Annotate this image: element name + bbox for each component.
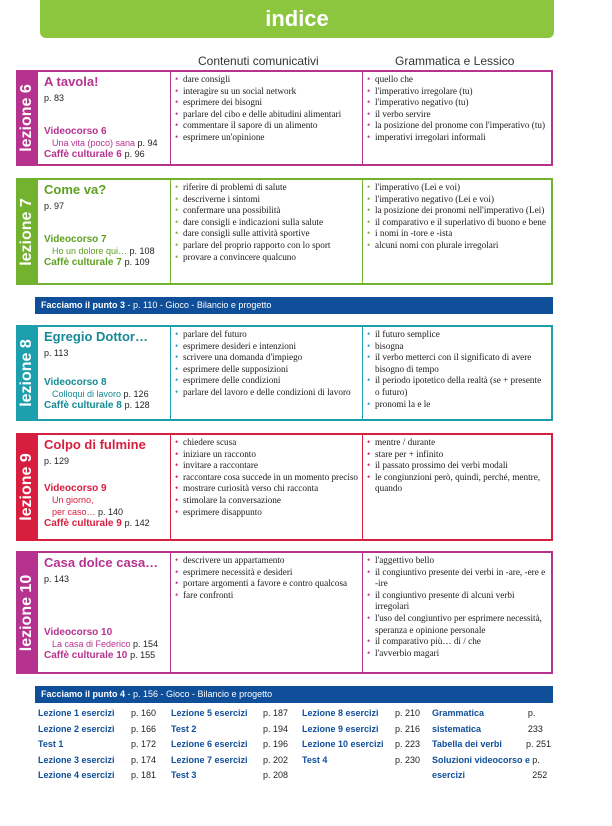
esercizi-entry[interactable] (38, 722, 156, 738)
list-item: • fare confronti (175, 590, 358, 602)
contenuti-list (170, 180, 362, 283)
videocorso-group (44, 627, 158, 661)
esercizi-entry[interactable] (171, 737, 288, 753)
lesson-title[interactable]: Casa dolce casa… (44, 555, 159, 570)
videocorso-label[interactable]: Videocorso 8 (44, 377, 107, 388)
list-item: • parlare del lavoro e delle condizioni di lavoro (175, 387, 358, 399)
videocorso-group (44, 483, 150, 529)
esercizi-entry[interactable] (171, 706, 288, 722)
list-item: • pronomi la e le (367, 399, 547, 411)
list-item: • parlare del cibo e delle abitudini alimentari (175, 109, 358, 121)
videocorso-label[interactable]: Videocorso 6 (44, 126, 107, 137)
list-item: • il comparativo più… di / che (367, 636, 547, 648)
list-item: • riferire di problemi di salute (175, 182, 358, 194)
facciamo-detail: - p. 156 - Gioco - Bilancio e progetto (125, 689, 273, 699)
videocorso-title[interactable] (44, 494, 150, 518)
list-item: • parlare del proprio rapporto con lo sport (175, 240, 358, 252)
esercizi-page: p. 252 (532, 754, 548, 780)
esercizi-name: Tabella dei verbi (432, 739, 502, 749)
caffe-culturale[interactable]: Caffè culturale 9 p. 142 (44, 518, 150, 529)
videocorso-title[interactable]: Colloqui di lavoro p. 126 (52, 389, 149, 399)
lesson-7-block (16, 178, 553, 285)
facciamo-il-punto-4[interactable] (35, 686, 553, 703)
esercizi-name: Lezione 1 esercizi (38, 708, 115, 718)
lesson-tab (16, 433, 38, 541)
lesson-9-block (16, 433, 553, 541)
lesson-title-column (44, 74, 170, 164)
esercizi-name: Lezione 10 esercizi (302, 739, 384, 749)
list-item: • i nomi in -tore e -ista (367, 228, 547, 240)
esercizi-name: Test 1 (38, 739, 64, 749)
esercizi-entry[interactable] (302, 722, 420, 738)
lesson-tab-label: lezione 7 (18, 197, 35, 266)
facciamo-label: Facciamo il punto 4 (41, 689, 126, 699)
lesson-tab (16, 70, 38, 166)
caffe-page: p. 142 (124, 518, 150, 528)
list-item: • imperativi irregolari informali (367, 132, 547, 144)
list-item: • chiedere scusa (175, 437, 358, 449)
facciamo-label: Facciamo il punto 3 (41, 300, 126, 310)
esercizi-name: Lezione 3 esercizi (38, 754, 115, 765)
esercizi-column-4 (432, 706, 551, 784)
list-item: • esprimere necessità e desideri (175, 567, 358, 579)
esercizi-page: p. 216 (394, 723, 420, 734)
list-item: • la posizione del pronome con l'imperativo (tu) (367, 120, 547, 132)
list-item: • iniziare un racconto (175, 449, 358, 461)
esercizi-page: p. 194 (262, 723, 288, 734)
list-item: • il verbo servire (367, 109, 547, 121)
videocorso-page: p. 94 (137, 138, 158, 148)
lesson-title-column (44, 329, 170, 419)
esercizi-entry[interactable] (171, 768, 288, 784)
list-item: • dare consigli e indicazioni sulla salute (175, 217, 358, 229)
contenuti-list (170, 435, 362, 539)
videocorso-title[interactable]: Ho un dolore qui… p. 108 (52, 246, 155, 256)
list-item: • alcuni nomi con plurale irregolari (367, 240, 547, 252)
esercizi-page: p. 174 (130, 754, 156, 765)
caffe-page: p. 96 (124, 149, 145, 159)
videocorso-label[interactable]: Videocorso 7 (44, 234, 107, 245)
esercizi-column-1 (38, 706, 156, 784)
videocorso-group (44, 234, 155, 268)
lesson-page: p. 113 (44, 348, 69, 358)
list-item: • esprimere disappunto (175, 507, 358, 519)
list-item: • il periodo ipotetico della realtà (se + presente o futuro) (367, 375, 547, 398)
esercizi-page: p. 172 (130, 739, 156, 749)
list-item: • descriverne i sintomi (175, 194, 358, 206)
list-item: • mentre / durante (367, 437, 547, 449)
list-item: • l'imperativo negativo (Lei e voi) (367, 194, 547, 206)
lesson-tab (16, 178, 38, 285)
caffe-page: p. 128 (124, 400, 150, 410)
esercizi-entry[interactable] (171, 753, 288, 769)
esercizi-page: p. 187 (262, 708, 288, 718)
esercizi-name: Lezione 2 esercizi (38, 723, 115, 734)
videocorso-label[interactable]: Videocorso 9 (44, 483, 107, 494)
videocorso-group (44, 377, 150, 411)
esercizi-name: Lezione 8 esercizi (302, 708, 379, 718)
contenuti-list (170, 553, 362, 672)
videocorso-title[interactable]: Una vita (poco) sana p. 94 (52, 138, 158, 148)
esercizi-name: Lezione 7 esercizi (171, 754, 248, 765)
list-item: • l'uso del congiuntivo per esprimere necessità, speranza e opinione personale (367, 613, 547, 636)
esercizi-column-3 (302, 706, 420, 768)
grammatica-list (362, 553, 551, 672)
list-item: • stare per + infinito (367, 449, 547, 461)
esercizi-entry[interactable] (432, 737, 551, 753)
esercizi-name: Lezione 6 esercizi (171, 739, 248, 749)
page-title: indice (40, 0, 554, 38)
lesson-page: p. 143 (44, 574, 70, 584)
column-header-grammatica: Grammatica e Lessico (395, 54, 515, 68)
list-item: • il futuro semplice (367, 329, 547, 341)
lesson-page: p. 97 (44, 201, 65, 211)
caffe-culturale[interactable]: Caffè culturale 8 p. 128 (44, 400, 150, 411)
esercizi-page: p. 233 (527, 708, 543, 734)
list-item: • dare consigli sulle attività sportive (175, 228, 358, 240)
caffe-culturale[interactable]: Caffè culturale 6 p. 96 (44, 149, 145, 160)
list-item: • quello che (367, 74, 547, 86)
list-item: • portare argomenti a favore e contro qualcosa (175, 578, 358, 590)
esercizi-name: Lezione 9 esercizi (302, 723, 379, 734)
lesson-6-block (16, 70, 553, 166)
grammatica-list (362, 327, 551, 419)
caffe-page: p. 109 (124, 257, 150, 267)
lesson-title[interactable]: A tavola! (44, 74, 99, 89)
list-item: • bisogna (367, 341, 547, 353)
esercizi-page: p. 166 (130, 723, 156, 734)
list-item: • commentare il sapore di un alimento (175, 120, 358, 132)
caffe-page: p. 155 (130, 650, 156, 660)
lesson-page: p. 83 (44, 93, 65, 103)
esercizi-page: p. 230 (394, 754, 420, 765)
list-item: • l'aggettivo bello (367, 555, 547, 567)
videocorso-page: p. 154 (133, 639, 159, 649)
list-item: • interagire su un social network (175, 86, 358, 98)
list-item: • il verbo metterci con il significato di avere bisogno di tempo (367, 352, 547, 375)
esercizi-page: p. 208 (262, 770, 288, 780)
caffe-culturale[interactable]: Caffè culturale 10 p. 155 (44, 650, 156, 661)
lesson-8-block (16, 325, 553, 421)
esercizi-entry[interactable] (302, 753, 420, 769)
lesson-page: p. 129 (44, 456, 70, 466)
videocorso-page: p. 108 (129, 246, 155, 256)
esercizi-page: p. 181 (130, 770, 156, 780)
videocorso-title[interactable]: La casa di Federico p. 154 (52, 639, 159, 649)
esercizi-name: Lezione 4 esercizi (38, 770, 115, 780)
list-item: • le congiunzioni però, quindi, perché, mentre, quando (367, 472, 547, 495)
esercizi-column-2 (171, 706, 288, 784)
esercizi-name: Lezione 5 esercizi (171, 708, 248, 718)
contenuti-list (170, 72, 362, 164)
videocorso-page: p. 126 (123, 389, 149, 399)
list-item: • confermare una possibilità (175, 205, 358, 217)
lesson-title-column (44, 555, 170, 672)
esercizi-name: Test 3 (171, 770, 197, 780)
facciamo-il-punto-3[interactable] (35, 297, 553, 314)
lesson-10-block (16, 551, 553, 674)
facciamo-detail: - p. 110 - Gioco - Bilancio e progetto (125, 300, 272, 310)
lesson-title[interactable]: Come va? (44, 182, 107, 197)
videocorso-label[interactable]: Videocorso 10 (44, 627, 113, 638)
esercizi-name: Soluzioni videocorso e esercizi (432, 754, 531, 780)
grammatica-list (362, 72, 551, 164)
esercizi-page: p. 196 (262, 739, 288, 749)
list-item: • raccontare cosa succede in un momento preciso (175, 472, 358, 484)
esercizi-entry[interactable] (38, 737, 156, 753)
lesson-title-column (44, 182, 170, 283)
list-item: • esprimere dei bisogni (175, 97, 358, 109)
lesson-title-column (44, 437, 170, 539)
esercizi-entry[interactable] (38, 753, 156, 769)
list-item: • il passato prossimo dei verbi modali (367, 460, 547, 472)
list-item: • l'imperativo irregolare (tu) (367, 86, 547, 98)
list-item: • l'imperativo negativo (tu) (367, 97, 547, 109)
esercizi-entry[interactable] (38, 706, 156, 722)
esercizi-entry[interactable] (171, 722, 288, 738)
list-item: • l'imperativo (Lei e voi) (367, 182, 547, 194)
videocorso-group (44, 126, 158, 160)
videocorso-title-line: per caso… p. 140 (52, 507, 124, 517)
list-item: • esprimere delle condizioni (175, 375, 358, 387)
lesson-tab-label: lezione 8 (18, 339, 35, 407)
lesson-title[interactable]: Egregio Dottor… (44, 329, 148, 344)
list-item: • mostrare curiosità verso chi racconta (175, 483, 358, 495)
list-item: • l'avverbio magari (367, 648, 547, 660)
lesson-tab (16, 551, 38, 674)
column-header-contenuti: Contenuti comunicativi (198, 54, 319, 68)
esercizi-name: Test 4 (302, 754, 328, 765)
esercizi-entry[interactable] (38, 768, 156, 784)
list-item: • esprimere un'opinione (175, 132, 358, 144)
list-item: • invitare a raccontare (175, 460, 358, 472)
videocorso-title-line: Un giorno, (52, 495, 94, 505)
list-item: • il congiuntivo presente dei verbi in -are, -ere e -ire (367, 567, 547, 590)
list-item: • dare consigli (175, 74, 358, 86)
list-item: • provare a convincere qualcuno (175, 252, 358, 264)
videocorso-page: p. 140 (98, 507, 124, 517)
list-item: • stimolare la conversazione (175, 495, 358, 507)
esercizi-page: p. 160 (130, 708, 156, 718)
list-item: • esprimere desideri e intenzioni (175, 341, 358, 353)
caffe-culturale[interactable]: Caffè culturale 7 p. 109 (44, 257, 150, 268)
lesson-tab-label: lezione 9 (18, 453, 35, 521)
list-item: • descrivere un appartamento (175, 555, 358, 567)
esercizi-page: p. 223 (394, 739, 420, 749)
lesson-tab-label: lezione 6 (18, 84, 35, 152)
lesson-tab-label: lezione 10 (18, 574, 35, 651)
list-item: • esprimere delle supposizioni (175, 364, 358, 376)
esercizi-page: p. 210 (394, 708, 420, 718)
esercizi-name: Grammatica sistematica (432, 708, 485, 734)
lesson-tab (16, 325, 38, 421)
grammatica-list (362, 180, 551, 283)
grammatica-list (362, 435, 551, 539)
list-item: • il comparativo e il superlativo di buono e bene (367, 217, 547, 229)
list-item: • il congiuntivo presente di alcuni verbi irregolari (367, 590, 547, 613)
esercizi-page: p. 251 (525, 739, 551, 749)
list-item: • scrivere una domanda d'impiego (175, 352, 358, 364)
esercizi-page: p. 202 (262, 754, 288, 765)
lesson-title[interactable]: Colpo di fulmine (44, 437, 146, 452)
esercizi-entry[interactable] (302, 737, 420, 753)
list-item: • la posizione dei pronomi nell'imperativo (Lei) (367, 205, 547, 217)
contenuti-list (170, 327, 362, 419)
list-item: • parlare del futuro (175, 329, 358, 341)
esercizi-entry[interactable] (302, 706, 420, 722)
esercizi-name: Test 2 (171, 723, 197, 734)
esercizi-entry[interactable] (432, 753, 551, 784)
esercizi-entry[interactable] (432, 706, 551, 737)
